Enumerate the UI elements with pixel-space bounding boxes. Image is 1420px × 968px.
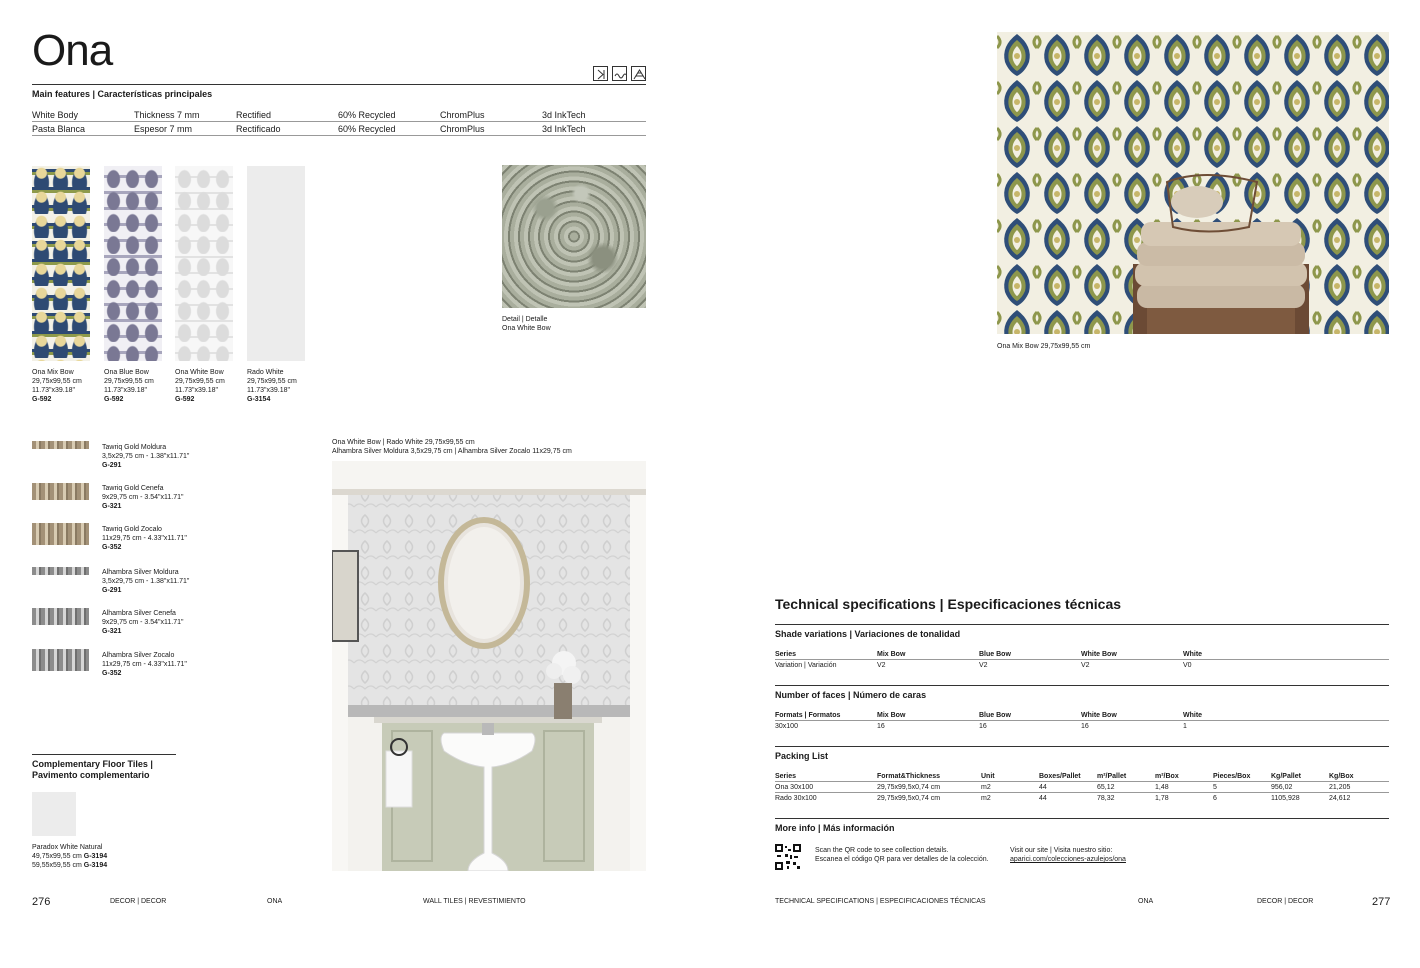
feature-es: Espesor 7 mm — [134, 124, 193, 134]
tile-name: Ona Mix Bow — [32, 369, 74, 376]
trim-name: Alhambra Silver Moldura — [102, 569, 179, 576]
tile-size-cm: 29,75x99,55 cm — [175, 378, 225, 385]
tile-swatch-ona-mix-bow — [32, 166, 90, 361]
floor-rule — [32, 754, 176, 755]
bathroom-photo — [332, 461, 646, 871]
cell: 1,48 — [1155, 784, 1169, 791]
trim-caption — [102, 651, 187, 678]
cell: White Bow — [1081, 651, 1117, 658]
tile-size-cm: 29,75x99,55 cm — [32, 378, 82, 385]
trim-swatch-tawriq-gold-moldura — [32, 441, 89, 449]
trim-caption — [102, 525, 187, 552]
footer-category: DECOR | DECOR — [1257, 898, 1314, 905]
cell: 44 — [1039, 784, 1047, 791]
section-rule — [775, 746, 1389, 747]
footer-section: TECHNICAL SPECIFICATIONS | ESPECIFICACIONES TÉCNICAS — [775, 898, 986, 905]
feature-icons — [593, 66, 646, 81]
floor-code: G-3194 — [83, 862, 108, 869]
tile-name: Ona Blue Bow — [104, 369, 149, 376]
tile-size-cm: 29,75x99,55 cm — [247, 378, 297, 385]
cell: White Bow — [1081, 712, 1117, 719]
tile-code: G-592 — [104, 396, 124, 403]
cell: 65,12 — [1097, 784, 1115, 791]
trim-name: Tawriq Gold Cenefa — [102, 485, 164, 492]
trim-name: Tawriq Gold Moldura — [102, 444, 167, 451]
cell: Boxes/Pallet — [1039, 773, 1081, 780]
tile-name: Rado White — [247, 369, 284, 376]
cell: Blue Bow — [979, 712, 1011, 719]
feature-en: ChromPlus — [440, 110, 485, 120]
site-link[interactable]: aparici.com/colecciones-azulejos/ona — [1010, 856, 1126, 863]
feature-es: ChromPlus — [440, 124, 485, 134]
trim-caption — [102, 609, 184, 636]
trim-code: G-352 — [102, 544, 122, 551]
footer-collection: ONA — [267, 898, 283, 905]
trim-code: G-321 — [102, 628, 122, 635]
trim-size: 9x29,75 cm - 3.54"x11.71" — [102, 619, 184, 626]
cell: m²/Box — [1155, 773, 1179, 780]
feature-es: 60% Recycled — [338, 124, 396, 134]
detail-caption-line: Detail | Detalle — [502, 316, 548, 323]
texture-wave-icon — [612, 66, 627, 81]
feature-en: White Body — [32, 110, 79, 120]
trim-code: G-291 — [102, 587, 122, 594]
cell: m2 — [981, 795, 991, 802]
cell: 16 — [877, 723, 885, 730]
cell: Variation | Variación — [775, 662, 837, 669]
page-title: Ona — [32, 26, 113, 75]
caption-line: Ona White Bow | Rado White 29,75x99,55 cm — [332, 439, 475, 446]
tile-name: Ona White Bow — [175, 369, 224, 376]
trim-name: Alhambra Silver Zocalo — [102, 652, 175, 659]
shade-heading: Shade variations | Variaciones de tonalidad — [775, 629, 961, 639]
title-rule — [32, 84, 646, 85]
tile-caption — [175, 368, 245, 404]
cell: 6 — [1213, 795, 1217, 802]
qr-code[interactable] — [775, 844, 801, 870]
cell: White — [1183, 651, 1203, 658]
cell: 78,32 — [1097, 795, 1115, 802]
tile-code: G-3154 — [247, 396, 271, 403]
site-label: Visit our site | Visita nuestro sitio: — [1010, 847, 1113, 854]
tile-swatch-ona-white-bow — [175, 166, 233, 361]
cell: Series — [775, 651, 797, 658]
tile-caption — [104, 368, 174, 404]
cell: 16 — [1081, 723, 1089, 730]
site-info — [1010, 846, 1126, 864]
bath-photo-caption — [332, 438, 572, 456]
faces-heading: Number of faces | Número de caras — [775, 690, 927, 700]
trim-caption — [102, 568, 189, 595]
cell: Blue Bow — [979, 651, 1011, 658]
cell: Series — [775, 773, 797, 780]
cell: 29,75x99,5x0,74 cm — [877, 795, 941, 802]
3d-print-icon — [631, 66, 646, 81]
feature-en: 3d InkTech — [542, 110, 586, 120]
trim-swatch-alhambra-silver-moldura — [32, 567, 89, 575]
cell: Mix Bow — [877, 712, 906, 719]
trim-swatch-tawriq-gold-zocalo — [32, 523, 89, 545]
tile-swatch-ona-blue-bow — [104, 166, 162, 361]
cell: V0 — [1183, 662, 1192, 669]
qr-text-line: Escanea el código QR para ver detalles de la colección. — [815, 856, 989, 863]
tile-size-in: 11.73"x39.18" — [175, 387, 218, 394]
trim-size: 9x29,75 cm - 3.54"x11.71" — [102, 494, 184, 501]
tile-size-cm: 29,75x99,55 cm — [104, 378, 154, 385]
spec-rule — [775, 624, 1389, 625]
cell: 30x100 — [775, 723, 798, 730]
trim-name: Tawriq Gold Zocalo — [102, 526, 162, 533]
cell: Format&Thickness — [877, 773, 941, 780]
cell: 29,75x99,5x0,74 cm — [877, 784, 941, 791]
features-divider — [32, 121, 646, 122]
cell: m2 — [981, 784, 991, 791]
trim-name: Alhambra Silver Cenefa — [102, 610, 176, 617]
floor-size-row — [32, 861, 107, 870]
floor-heading — [32, 759, 153, 781]
tile-code: G-592 — [175, 396, 195, 403]
qr-text-line: Scan the QR code to see collection details. — [815, 847, 949, 854]
cell: Pieces/Box — [1213, 773, 1251, 780]
trim-swatch-tawriq-gold-cenefa — [32, 483, 89, 500]
cell: Mix Bow — [877, 651, 906, 658]
floor-code: G-3194 — [83, 853, 108, 860]
feature-es: Pasta Blanca — [32, 124, 86, 134]
cell: Unit — [981, 773, 995, 780]
cell: White — [1183, 712, 1203, 719]
detail-caption-line: Ona White Bow — [502, 325, 551, 332]
row-divider — [775, 781, 1389, 782]
tile-size-in: 11.73"x39.18" — [247, 387, 290, 394]
floor-caption — [32, 843, 107, 870]
rectified-icon — [593, 66, 608, 81]
cell: Kg/Pallet — [1271, 773, 1301, 780]
detail-caption — [502, 315, 551, 333]
cell: V2 — [1081, 662, 1090, 669]
tile-code: G-592 — [32, 396, 52, 403]
floor-name: Paradox White Natural — [32, 844, 103, 851]
features-row-es — [32, 124, 644, 134]
cell: Rado 30x100 — [775, 795, 817, 802]
feature-es: Rectificado — [236, 124, 281, 134]
trim-caption — [102, 443, 189, 470]
tile-size-in: 11.73"x39.18" — [32, 387, 75, 394]
floor-heading-line: Complementary Floor Tiles | — [32, 759, 153, 769]
section-rule — [775, 685, 1389, 686]
feature-en: 60% Recycled — [338, 110, 396, 120]
footer-collection: ONA — [1138, 898, 1154, 905]
cell: V2 — [877, 662, 886, 669]
cell: 44 — [1039, 795, 1047, 802]
cell: Kg/Box — [1329, 773, 1354, 780]
tile-caption — [32, 368, 102, 404]
trim-code: G-352 — [102, 670, 122, 677]
caption-line: Alhambra Silver Moldura 3,5x29,75 cm | Alhambra Silver Zocalo 11x29,75 cm — [332, 448, 572, 455]
trim-swatch-alhambra-silver-zocalo — [32, 649, 89, 671]
footer-category: WALL TILES | REVESTIMIENTO — [423, 898, 526, 905]
cell: Ona 30x100 — [775, 784, 814, 791]
packing-heading: Packing List — [775, 751, 829, 761]
cell: 16 — [979, 723, 987, 730]
page-number: 277 — [1372, 896, 1391, 908]
tile-caption — [247, 368, 317, 404]
cell: 956,02 — [1271, 784, 1293, 791]
trim-swatch-alhambra-silver-cenefa — [32, 608, 89, 625]
row-divider — [775, 792, 1389, 793]
trim-size: 3,5x29,75 cm - 1.38"x11.71" — [102, 453, 190, 460]
more-info-heading: More info | Más información — [775, 823, 895, 833]
cell: 21,205 — [1329, 784, 1351, 791]
features-row-en — [32, 110, 644, 120]
floor-size: 59,55x59,55 cm — [32, 862, 82, 869]
trim-size: 11x29,75 cm - 4.33"x11.71" — [102, 661, 187, 668]
cell: V2 — [979, 662, 988, 669]
features-bottom-rule — [32, 135, 646, 136]
detail-photo — [502, 165, 646, 308]
section-rule — [775, 818, 1389, 819]
tile-swatch-rado-white — [247, 166, 305, 361]
floor-size-row — [32, 852, 107, 861]
footer-section: DECOR | DECOR — [110, 898, 167, 905]
cell: 1 — [1183, 723, 1187, 730]
feature-en: Rectified — [236, 110, 272, 120]
cell: Formats | Formatos — [775, 712, 841, 719]
floor-tile-swatch — [32, 792, 76, 836]
feature-es: 3d InkTech — [542, 124, 586, 134]
spec-title: Technical specifications | Especificaciones técnicas — [775, 596, 1122, 612]
mix-photo-caption: Ona Mix Bow 29,75x99,55 cm — [997, 343, 1091, 350]
qr-text — [815, 846, 989, 864]
cell: 24,612 — [1329, 795, 1351, 802]
row-divider — [775, 720, 1389, 721]
trim-code: G-291 — [102, 462, 122, 469]
floor-heading-line: Pavimento complementario — [32, 770, 150, 780]
trim-size: 11x29,75 cm - 4.33"x11.71" — [102, 535, 187, 542]
cell: 5 — [1213, 784, 1217, 791]
trim-size: 3,5x29,75 cm - 1.38"x11.71" — [102, 578, 190, 585]
features-heading: Main features | Características principales — [32, 89, 213, 99]
ona-mix-bow-photo — [997, 32, 1389, 334]
cell: m²/Pallet — [1097, 773, 1127, 780]
cell: 1105,928 — [1271, 795, 1300, 802]
page-number: 276 — [32, 896, 51, 908]
cell: 1,78 — [1155, 795, 1169, 802]
tile-size-in: 11.73"x39.18" — [104, 387, 147, 394]
feature-en: Thickness 7 mm — [134, 110, 200, 120]
floor-size: 49,75x99,55 cm — [32, 853, 82, 860]
trim-code: G-321 — [102, 503, 122, 510]
trim-caption — [102, 484, 184, 511]
row-divider — [775, 659, 1389, 660]
